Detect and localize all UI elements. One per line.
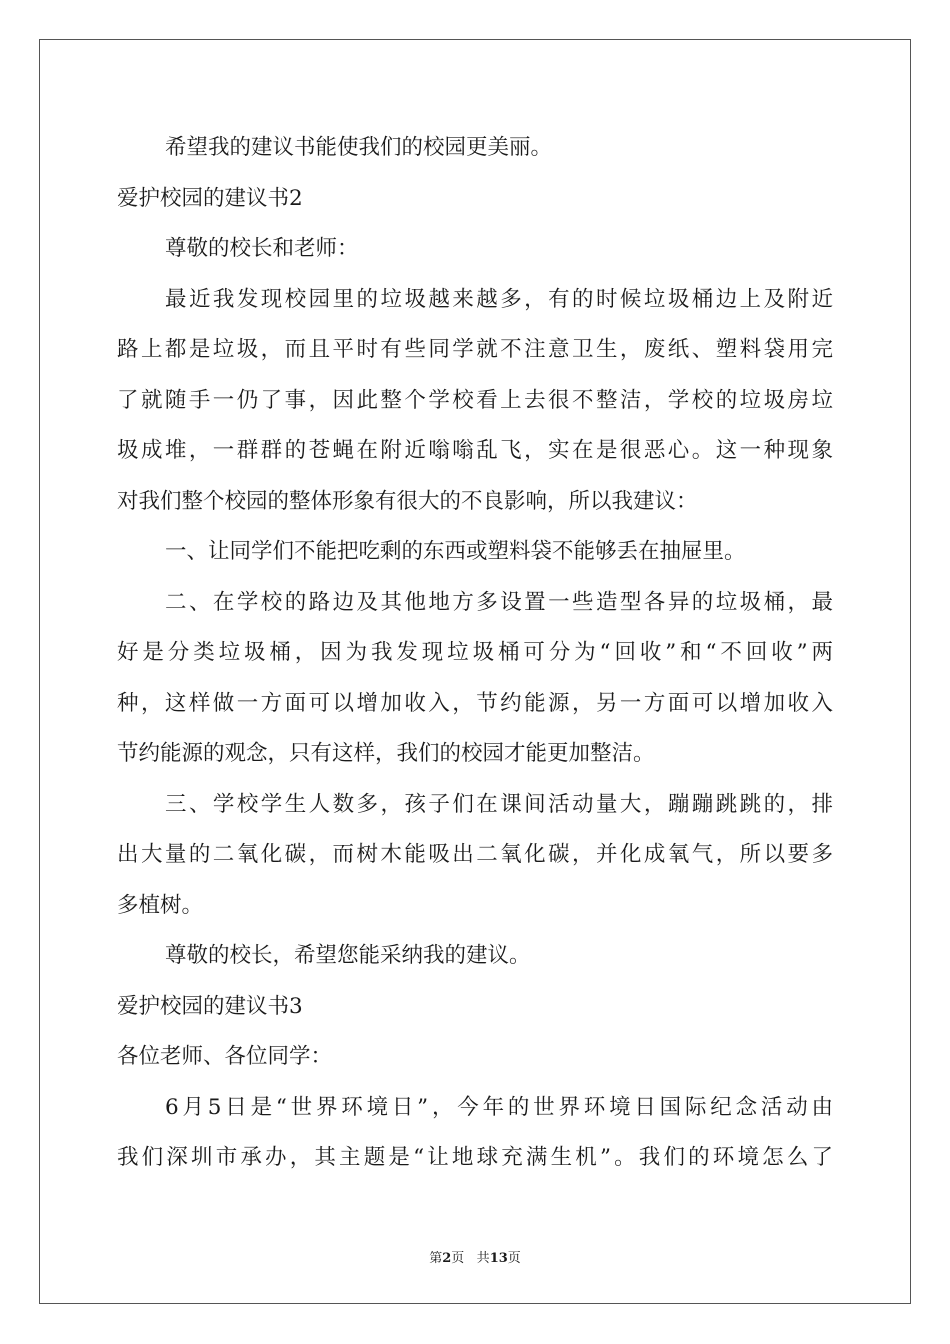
text-line: 对我们整个校园的整体形象有很大的不良影响，所以我建议： xyxy=(117,488,698,514)
text-line: 出大量的二氧化碳，而树木能吸出二氧化碳，并化成氧气，所以要多 xyxy=(117,842,833,867)
text-line: 节约能源的观念，只有这样，我们的校园才能更加整洁。 xyxy=(117,741,655,766)
salutation: 各位老师、各位同学： xyxy=(117,1044,333,1069)
page-footer xyxy=(0,1247,950,1266)
text-line: 6月5日是“世界环境日”，今年的世界环境日国际纪念活动由 xyxy=(165,1094,833,1120)
section-heading: 爱护校园的建议书2 xyxy=(117,185,303,211)
page-number-total: 13 xyxy=(489,1251,508,1266)
text-line: 最近我发现校园里的垃圾越来越多，有的时候垃圾桶边上及附近 xyxy=(165,286,833,312)
salutation: 尊敬的校长和老师： xyxy=(165,236,359,261)
page-total-suffix: 页 xyxy=(507,1251,521,1266)
text-line: 尊敬的校长，希望您能采纳我的建议。 xyxy=(165,943,531,968)
text-line: 多植树。 xyxy=(117,892,204,918)
page-number-suffix: 页 xyxy=(451,1251,465,1266)
text-line: 种，这样做一方面可以增加收入，节约能源，另一方面可以增加收入 xyxy=(117,690,833,716)
text-line: 好是分类垃圾桶，因为我发现垃圾桶可分为“回收”和“不回收”两 xyxy=(117,640,833,665)
text-line: 三、学校学生人数多，孩子们在课间活动量大，蹦蹦跳跳的，排 xyxy=(165,791,833,817)
text-line: 二、在学校的路边及其他地方多设置一些造型各异的垃圾桶，最 xyxy=(165,589,833,615)
page-number-current: 2 xyxy=(442,1251,452,1266)
text-line: 路上都是垃圾，而且平时有些同学就不注意卫生，废纸、塑料袋用完 xyxy=(117,337,833,362)
text-line: 一、让同学们不能把吃剩的东西或塑料袋不能够丢在抽屉里。 xyxy=(165,539,746,564)
text-line: 了就随手一仍了事，因此整个学校看上去很不整洁，学校的垃圾房垃 xyxy=(117,387,833,413)
page-total-prefix: 共 xyxy=(476,1251,490,1266)
page-number-prefix: 第 xyxy=(429,1251,443,1266)
text-line: 希望我的建议书能使我们的校园更美丽。 xyxy=(165,135,553,160)
text-line: 圾成堆，一群群的苍蝇在附近嗡嗡乱飞，实在是很恶心。这一种现象 xyxy=(117,438,833,463)
section-heading: 爱护校园的建议书3 xyxy=(117,993,303,1019)
document-body xyxy=(117,123,833,1184)
text-line: 我们深圳市承办，其主题是“让地球充满生机”。我们的环境怎么了 xyxy=(117,1145,833,1170)
